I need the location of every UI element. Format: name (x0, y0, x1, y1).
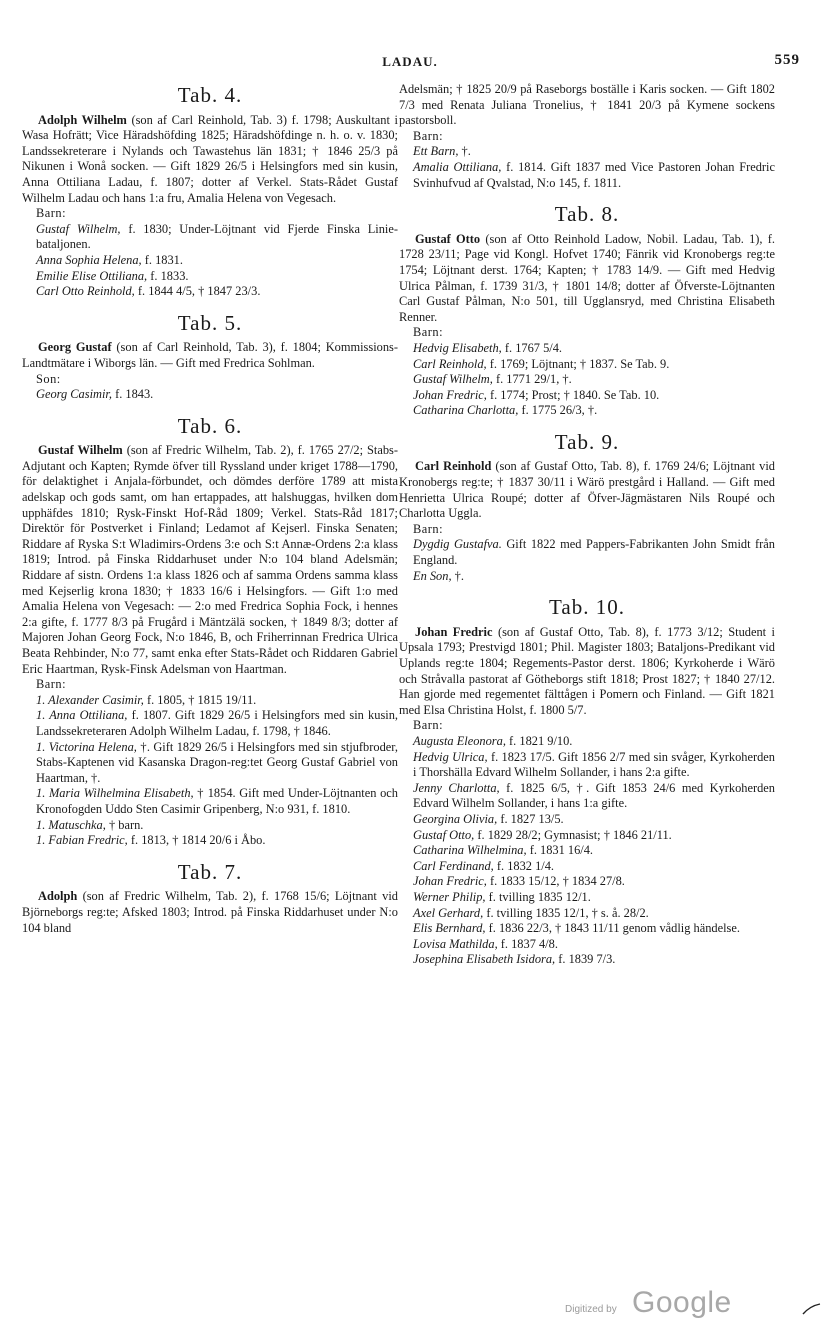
child-text: f. 1837 4/8. (500, 936, 558, 951)
tab-heading: Tab. 8. (554, 202, 620, 227)
child-text: f. 1774; Prost; † 1840. Se Tab. 10. (489, 387, 660, 402)
tab-heading: Tab. 6. (177, 413, 243, 438)
child-item (399, 569, 775, 585)
child-name: Johan Fredric, (413, 874, 487, 889)
tab-8-section (399, 202, 776, 419)
watermark-prefix: Digitized by (565, 1304, 617, 1315)
child-text: f. tvilling 1835 12/1. (488, 889, 591, 904)
page-number: 559 (774, 52, 800, 68)
children-label: Barn: (413, 325, 444, 340)
child-item (399, 921, 775, 937)
child-name: 1. Anna Ottiliana, (36, 708, 128, 723)
child-name: Amalia Ottiliana, (413, 159, 502, 174)
children-label: Barn: (36, 206, 67, 221)
child-name: Anna Sophia Helena, (36, 252, 142, 267)
entry-paragraph (399, 459, 775, 521)
entry-name: Carl Reinhold (415, 459, 492, 474)
child-text: f. 1830; Under-Löjtnant vid Fjerde Finska Linie-bataljonen. (36, 221, 398, 252)
child-name: Hedvig Ulrica, (413, 749, 488, 764)
child-name: Ett Barn, (413, 144, 459, 159)
child-item (22, 833, 398, 849)
child-item (399, 952, 775, 968)
child-item (22, 708, 398, 739)
entry-text: (son af Fredric Wilhelm, Tab. 2), f. 1765 27/2; Stabs-Adjutant och Kapten; Rymde öfver till Ryssland under kriget 1788—1790, för delaktighet i Anjala-förbundet, och dömdes derföre 1789 att mista adelskap och gods samt, om han ertappades, att halshuggas, hvilken dom upphäfdes 1810; Rysk-Finskt Hof-Råd 1809; Verkel. Stats-Råd 1817; Direktör för Postverket i Finland; Ledamot af Kejserl. Finska Senaten; Riddare af Ryska S:t Wladimirs-Ordens 3:e och S:t Annæ-Ordens 2:a klass 1819; Introd. på Finska Riddarhuset under N:o 104 bland Adelsmän; Riddare af sistn. Ordens 1:a klass 1826 och af samma Ordens samma klass med Kejserlig krona 1830; † 1833 16/6 i Helsingfors. — Gift 1:o med Amalia Helena von Vegesach: — 2:o med Fredrica Sophia Fock, i hennes 2:a gifte, f. 1777 8/3 på Frugård i Mäntzälä socken, † 1849 8/3; dotter af Majoren Johan Georg Fock, N:o 1846, B, och Friherrinnan Fredrica Ulrica Beata Rehbinder, N:o 77, samt enka efter Stats-Rådet och Riddaren Gabriel Eric Haartman, Rysk-Finsk Adelsman von Haartman. (22, 443, 398, 676)
child-name: Johan Fredric, (413, 387, 487, 402)
child-name: 1. Alexander Casimir, (36, 692, 144, 707)
child-item (22, 818, 398, 834)
child-text: f. 1844 4/5, † 1847 23/3. (137, 284, 261, 299)
child-text: † 1854. Gift med Under-Löjtnanten och Kronofogden Uddo Sten Casimir Gripenberg, N:o 931, f. 1810. (36, 786, 398, 816)
entry-paragraph (22, 113, 398, 207)
children-label: Barn: (413, 718, 444, 733)
child-item (399, 874, 775, 890)
entry-text: (son af Otto Reinhold Ladow, Nobil. Ladau, Tab. 1), f. 1728 23/11; Page vid Kongl. Hofvet 1740; Fänrik vid Kronobergs reg:te 1754; Löjtnant derst. 1764; Kapten; † 1783 14/9. — Gift med Hedvig Ulrica Pålman, f. 1739 31/3, † 1801 14/8; dotter af Öfverste-Löjtnanten Carl Gustaf Pålman, N:o 501, till Ugglansryd, med Christina Elisabeth Renner. (399, 231, 776, 324)
child-item (399, 403, 775, 419)
child-text: f. 1843. (115, 387, 154, 402)
tab-4-section (22, 83, 398, 300)
child-item (399, 859, 775, 875)
child-text: f. 1827 13/5. (500, 811, 564, 826)
child-text: † barn. (108, 817, 144, 832)
children-label: Son: (36, 371, 61, 386)
child-item (22, 284, 398, 300)
child-item (399, 812, 775, 828)
child-name: Werner Philip, (413, 889, 486, 904)
child-item (399, 781, 775, 812)
entry-name: Adolph (38, 889, 78, 904)
child-item (399, 537, 775, 568)
google-logo: Google (632, 1286, 732, 1319)
child-name: Catharina Charlotta, (413, 403, 519, 418)
entry-paragraph (22, 340, 398, 371)
left-column (22, 82, 398, 936)
child-name: 1. Victorina Helena, (36, 739, 137, 754)
child-name: Carl Ferdinand, (413, 858, 494, 873)
child-text: †. (454, 568, 464, 583)
child-name: 1. Maria Wilhelmina Elisabeth, (36, 786, 194, 801)
child-item (399, 341, 775, 357)
child-item (399, 160, 775, 191)
child-text: f. 1836 22/3, † 1843 11/11 genom vådlig händelse. (488, 921, 740, 936)
running-title: LADAU. (382, 54, 438, 69)
entry-paragraph (399, 625, 775, 719)
child-name: Georgina Olivia, (413, 811, 498, 826)
child-text: f. 1832 1/4. (496, 858, 555, 873)
tab-heading: Tab. 10. (549, 595, 625, 620)
child-text: †. Gift 1829 26/5 i Helsingfors med sin stjufbroder, Stabs-Kaptenen vid Kasanska Dragon-reg:tet Georg Gustaf Gabriel von Haartman, †. (36, 739, 398, 785)
tab-7-continuation (399, 82, 775, 191)
child-text: †. (461, 144, 471, 159)
entry-text: (son af Gustaf Otto, Tab. 8), f. 1769 24/6; Löjtnant vid Kronobergs reg:te; † 1837 30/11 i Wärö prestgård i Halland. — Gift med Henrietta Ulrica Roupé; dotter af Öfver-Jägmästaren Nils Roupé och Charlotta Uggla. (399, 459, 775, 521)
children-label: Barn: (413, 128, 444, 143)
entry-name: Gustaf Wilhelm (38, 443, 123, 458)
child-text: f. 1833. (150, 268, 189, 283)
child-name: Carl Reinhold, (413, 356, 487, 371)
child-item (22, 387, 398, 403)
entry-name: Johan Fredric (415, 624, 493, 639)
entry-text: (son af Carl Reinhold, Tab. 3), f. 1804; Kommissions-Landtmätare i Wiborgs län. — Gift med Fredrica Sohlman. (22, 340, 398, 370)
child-item (399, 890, 775, 906)
child-item (22, 269, 398, 285)
child-name: Gustaf Otto, (413, 827, 475, 842)
tab-6-section (22, 413, 398, 849)
child-text: f. 1833 15/12, † 1834 27/8. (489, 874, 625, 889)
entry-name: Georg Gustaf (38, 340, 112, 355)
entry-paragraph (399, 232, 775, 326)
child-name: 1. Matuschka, (36, 817, 106, 832)
tab-heading: Tab. 5. (177, 310, 243, 335)
entry-paragraph (22, 889, 398, 936)
child-item (399, 734, 775, 750)
child-text: f. 1821 9/10. (509, 733, 573, 748)
child-item (22, 693, 398, 709)
tab-heading: Tab. 9. (554, 429, 620, 454)
child-text: f. 1771 29/1, †. (495, 372, 572, 387)
child-name: Catharina Wilhelmina, (413, 843, 527, 858)
child-text: f. 1823 17/5. Gift 1856 2/7 med sin svåger, Kyrkoherden i Thorshälla Edvard Wilhelm Sollander, i hans 2:a gifte. (413, 749, 775, 780)
entry-text: (son af Gustaf Otto, Tab. 8), f. 1773 3/12; Student i Upsala 1793; Prestvigd 1801; Phil. Magister 1803; Bataljons-Predikant vid Uplands reg:te 1804; Regements-Pastor derst. 1806; Kyrkoherde i Wärö och Stråvalla pastorat af Götheborgs stift 1818; Prost 1827; † 1840 27/12. Han gjorde med regementet fälttågen i Pomern och Finland. — Gift 1821 med Elsa Christina Holst, f. 1800 5/7. (399, 624, 775, 717)
entry-text: (son af Fredric Wilhelm, Tab. 2), f. 1768 15/6; Löjtnant vid Björneborgs reg:te; Afsked 1803; Introd. på Finska Riddarhuset under N:o 104 bland (22, 889, 398, 935)
child-name: Emilie Elise Ottiliana, (36, 268, 148, 283)
child-item (22, 740, 398, 787)
child-item (399, 828, 775, 844)
child-name: Axel Gerhard, (413, 905, 484, 920)
children-label: Barn: (36, 677, 67, 692)
child-name: Carl Otto Reinhold, (36, 284, 135, 299)
entry-name: Gustaf Otto (415, 231, 481, 246)
child-name: Jenny Charlotta, (413, 780, 500, 795)
child-text: f. tvilling 1835 12/1, † s. å. 28/2. (486, 905, 649, 920)
tab-heading: Tab. 4. (177, 83, 243, 107)
running-header (20, 50, 820, 74)
child-name: Hedvig Elisabeth, (413, 340, 502, 355)
child-name: Gustaf Wilhelm, (36, 221, 121, 236)
child-item (399, 357, 775, 373)
child-item (399, 750, 775, 781)
child-name: Josephina Elisabeth Isidora, (413, 952, 556, 967)
child-text: f. 1769; Löjtnant; † 1837. Se Tab. 9. (489, 356, 670, 371)
child-text: f. 1825 6/5, †. Gift 1853 24/6 med Kyrkoherden Edvard Wilhelm Sollander, i hans 1:a gifte. (413, 780, 775, 811)
child-item (399, 144, 775, 160)
child-text: f. 1814. Gift 1837 med Vice Pastoren Johan Fredric Svinhufvud af Qvalstad, N:o 145, f. 1811. (413, 159, 775, 190)
tab-heading: Tab. 7. (177, 859, 243, 884)
child-name: Georg Casimir, (36, 387, 112, 402)
child-text: Gift 1822 med Pappers-Fabrikanten John Smidt från England. (413, 537, 775, 568)
child-text: f. 1831. (144, 252, 183, 267)
child-text: f. 1805, † 1815 19/11. (146, 692, 257, 707)
child-name: En Son, (413, 568, 452, 583)
child-name: Elis Bernhard, (413, 921, 486, 936)
child-name: Augusta Eleonora, (413, 733, 506, 748)
tab-7-section (22, 859, 398, 936)
right-column (399, 82, 775, 968)
child-text: f. 1839 7/3. (558, 952, 616, 967)
child-item (22, 253, 398, 269)
child-text: f. 1807. Gift 1829 26/5 i Helsingfors med sin kusin, Landssekreteraren Adolph Wilhelm Ladau, f. 1798, † 1846. (36, 708, 398, 738)
child-text: f. 1831 16/4. (529, 843, 594, 858)
child-name: Gustaf Wilhelm, (413, 372, 493, 387)
entry-text: (son af Carl Reinhold, Tab. 3) f. 1798; Auskultant i Wasa Hofrätt; Vice Häradshöfding 1825; Häradshöfdinge n. h. o. v. 1830; Landssekreterare i Nylands och Tawastehus län 1831; † 1846 25/3 på Nikunen i Wonå socken. — Gift 1829 26/5 i Helsingfors med sin kusin, Anna Ottiliana Ladau, f. 1807; dotter af Verkel. Stats-Rådet Gustaf Wilhelm Ladau och hans 1:a fru, Amalia Helena von Vegesach. (22, 112, 398, 205)
child-item (22, 222, 398, 253)
child-text: f. 1775 26/3, †. (521, 403, 598, 418)
tab-10-section (399, 595, 775, 968)
child-text: f. 1829 28/2; Gymnasist; † 1846 21/11. (477, 827, 672, 842)
child-item (22, 786, 398, 817)
child-text: f. 1813, † 1814 20/6 i Åbo. (130, 833, 266, 848)
child-item (399, 388, 775, 404)
tab-9-section (399, 429, 775, 584)
child-item (399, 843, 775, 859)
child-name: Dygdig Gustafva. (413, 537, 502, 552)
child-item (399, 906, 775, 922)
child-item (399, 372, 775, 388)
child-item (399, 937, 775, 953)
tab-5-section (22, 310, 398, 403)
child-text: f. 1767 5/4. (504, 340, 563, 355)
entry-paragraph (22, 443, 398, 677)
continuation-text: Adelsmän; † 1825 20/9 på Raseborgs boställe i Karis socken. — Gift 1802 7/3 med Renata Juliana Tronelius, † 1841 20/3 på Kymene sockens pastorsboll. (399, 82, 775, 128)
pen-mark-icon (802, 1302, 822, 1316)
digitization-watermark (565, 1286, 765, 1326)
child-name: 1. Fabian Fredric, (36, 833, 128, 848)
entry-name: Adolph Wilhelm (38, 112, 127, 127)
children-label: Barn: (413, 521, 444, 536)
child-name: Lovisa Mathilda, (413, 936, 498, 951)
